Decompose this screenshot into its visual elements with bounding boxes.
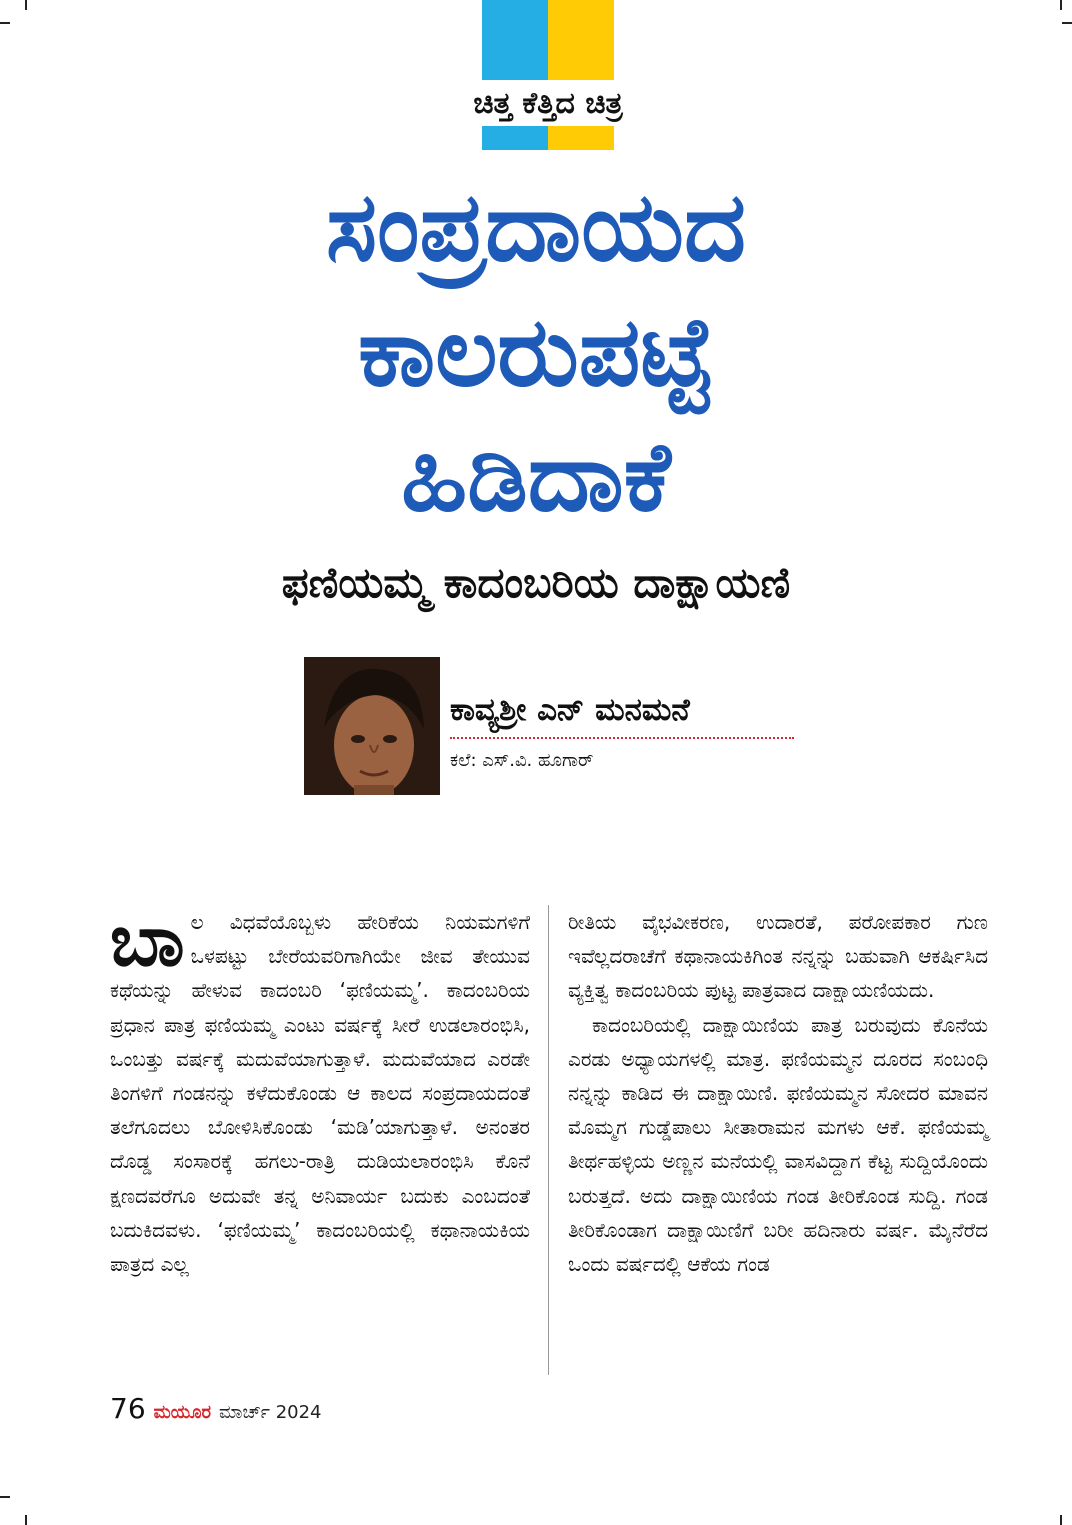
headline-line: ಸಂಪ್ರದಾಯದ	[326, 171, 746, 283]
crop-mark	[1060, 0, 1062, 10]
badge-band	[442, 80, 654, 126]
article-column-right	[568, 905, 988, 1281]
crop-mark	[1062, 22, 1072, 24]
crop-mark	[0, 1496, 10, 1498]
article-column-left	[110, 898, 530, 1281]
paragraph-text: ಲ ವಿಧವೆಯೊಬ್ಬಳು ಹೇರಿಕೆಯ ನಿಯಮಗಳಿಗೆ ಒಳಪಟ್ಟು ಬೇರೆಯವರಿಗಾಗಿಯೇ ಜೀವ ತೇಯುವ ಕಥೆಯನ್ನು ಹೇಳುವ ಕಾದಂಬರಿ ‘ಫಣಿಯಮ್ಮ’. ಕಾದಂಬರಿಯ ಪ್ರಧಾನ ಪಾತ್ರ ಫಣಿಯಮ್ಮ ಎಂಟು ವರ್ಷಕ್ಕೆ ಸೀರೆ ಉಡಲಾರಂಭಿಸಿ, ಒಂಬತ್ತು ವರ್ಷಕ್ಕೆ ಮದುವೆಯಾಗುತ್ತಾಳೆ. ಮದುವೆಯಾದ ಎರಡೇ ತಿಂಗಳಿಗೆ ಗಂಡನನ್ನು ಕಳೆದುಕೊಂಡು ಆ ಕಾಲದ ಸಂಪ್ರದಾಯದಂತೆ ತಲೆಗೂದಲು ಬೋಳಿಸಿಕೊಂಡು ‘ಮಡಿ’ಯಾಗುತ್ತಾಳೆ. ಅನಂತರ ದೊಡ್ಡ ಸಂಸಾರಕ್ಕೆ ಹಗಲು-ರಾತ್ರಿ ದುಡಿಯಲಾರಂಭಿಸಿ ಕೊನೆ ಕ್ಷಣದವರೆಗೂ ಅದುವೇ ತನ್ನ ಅನಿವಾರ್ಯ ಬದುಕು ಎಂಬದಂತೆ ಬದುಕಿದವಳು. ‘ಫಣಿಯಮ್ಮ’ ಕಾದಂಬರಿಯಲ್ಲಿ ಕಥಾನಾಯಕಿಯ ಪಾತ್ರದ ಎಲ್ಲ	[110, 910, 530, 1277]
crop-mark	[1060, 1515, 1062, 1525]
paragraph: ರೀತಿಯ ವೈಭವೀಕರಣ, ಉದಾರತೆ, ಪರೋಪಕಾರ ಗುಣ ಇವೆಲ್ಲದರಾಚೆಗೆ ಕಥಾನಾಯಕಿಗಿಂತ ನನ್ನನ್ನು ಬಹುವಾಗಿ ಆಕರ್ಷಿಸಿದ ವ್ಯಕ್ತಿತ್ವ ಕಾದಂಬರಿಯ ಪುಟ್ಟ ಪಾತ್ರವಾದ ದಾಕ್ಷಾಯಣಿಯದು.	[568, 910, 988, 1003]
author-photo	[304, 657, 440, 795]
magazine-logo: ಮಯೂರ	[153, 1402, 212, 1423]
column-divider	[548, 905, 549, 1375]
column-badge	[473, 0, 623, 150]
issue-date: ಮಾರ್ಚ್ 2024	[219, 1402, 322, 1423]
illustration-credit: ಕಲೆ: ಎಸ್.ವಿ. ಹೂಗಾರ್	[450, 750, 594, 771]
author-name: ಕಾವ್ಯಶ್ರೀ ಎನ್ ಮನಮನೆ	[450, 692, 794, 739]
headline-line: ಹಿಡಿದಾಕೆ	[401, 421, 671, 533]
crop-mark	[25, 0, 27, 10]
paragraph: ಕಾದಂಬರಿಯಲ್ಲಿ ದಾಕ್ಷಾಯಿಣಿಯ ಪಾತ್ರ ಬರುವುದು ಕೊನೆಯ ಎರಡು ಅಧ್ಯಾಯಗಳಲ್ಲಿ ಮಾತ್ರ. ಫಣಿಯಮ್ಮನ ದೂರದ ಸಂಬಂಧಿ ನನ್ನನ್ನು ಕಾಡಿದ ಈ ದಾಕ್ಷಾಯಿಣಿ. ಫಣಿಯಮ್ಮನ ಸೋದರ ಮಾವನ ಮೊಮ್ಮಗ ಗುಡ್ಡೆಪಾಲು ಸೀತಾರಾಮನ ಮಗಳು ಆಕೆ. ಫಣಿಯಮ್ಮ ತೀರ್ಥಹಳ್ಳಿಯ ಅಣ್ಣನ ಮನೆಯಲ್ಲಿ ವಾಸವಿದ್ದಾಗ ಕೆಟ್ಟ ಸುದ್ದಿಯೊಂದು ಬರುತ್ತದೆ. ಅದು ದಾಕ್ಷಾಯಿಣಿಯ ಗಂಡ ತೀರಿಕೊಂಡ ಸುದ್ದಿ. ಗಂಡ ತೀರಿಕೊಂಡಾಗ ದಾಕ್ಷಾಯಿಣಿಗೆ ಬರೀ ಹದಿನಾರು ವರ್ಷ. ಮೈನೆರೆದ ಒಂದು ವರ್ಷದಲ್ಲಿ ಆಕೆಯ ಗಂಡ	[568, 1012, 988, 1277]
paragraph	[110, 898, 530, 1281]
drop-cap: ಬಾ	[110, 898, 185, 982]
page-footer	[110, 1392, 322, 1425]
headline	[0, 165, 1072, 540]
headline-line: ಕಾಲರುಪಟ್ಟೆ	[358, 296, 714, 408]
badge-blue-block	[482, 0, 548, 150]
subheadline: ಫಣಿಯಮ್ಮ ಕಾದಂಬರಿಯ ದಾಕ್ಷಾಯಣಿ	[281, 558, 791, 607]
crop-mark	[0, 22, 10, 24]
crop-mark	[25, 1515, 27, 1525]
page-number: 76	[110, 1392, 146, 1425]
badge-yellow-block	[548, 0, 614, 150]
column-badge-title: ಚಿತ್ತ ಕೆತ್ತಿದ ಚಿತ್ರ	[473, 85, 623, 121]
portrait-image	[304, 657, 440, 795]
